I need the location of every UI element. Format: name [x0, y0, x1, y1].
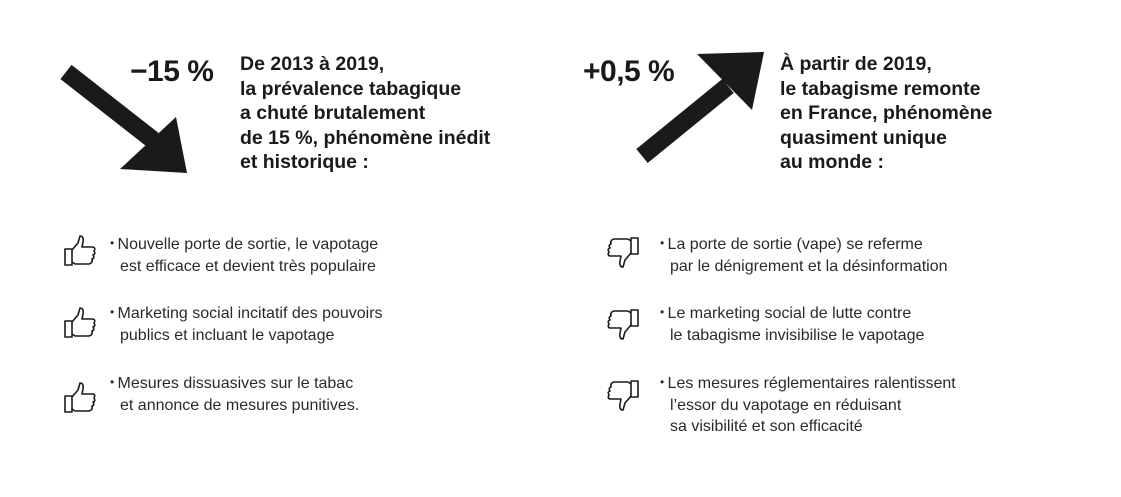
- left-item-3: [62, 380, 98, 416]
- thumbs-up-icon: [62, 305, 98, 341]
- item-line: l’essor du vapotage en réduisant: [670, 397, 902, 414]
- item-line: est efficace et devient très populaire: [120, 258, 376, 275]
- thumbs-down-icon: [605, 306, 641, 342]
- item-line: et annonce de mesures punitives.: [120, 397, 360, 414]
- item-line: • Le marketing social de lutte contre: [660, 303, 924, 325]
- heading-line: quasiment unique: [780, 126, 947, 149]
- heading-line: au monde :: [780, 151, 885, 173]
- right-item-1-text: [660, 234, 948, 277]
- heading-line: en France, phénomène: [780, 102, 993, 124]
- increase-stat: +0,5 %: [583, 55, 675, 88]
- right-item-3: [605, 377, 641, 413]
- heading-line: a chuté brutalement: [240, 102, 426, 124]
- heading-line: la prévalence tabagique: [240, 77, 462, 100]
- right-item-1: [605, 234, 641, 270]
- left-item-3-text: [110, 373, 359, 416]
- arrow-up-right-icon: [630, 46, 770, 168]
- left-item-1: [62, 233, 98, 269]
- item-line: • Marketing social incitatif des pouvoirs: [110, 303, 383, 325]
- heading-line: de 15 %, phénomène inédit: [240, 126, 491, 149]
- thumbs-up-icon: [62, 380, 98, 416]
- right-item-2: [605, 306, 641, 342]
- item-line: le tabagisme invisibilise le vapotage: [670, 327, 925, 344]
- thumbs-up-icon: [62, 233, 98, 269]
- left-heading: [240, 52, 490, 175]
- left-item-2-text: [110, 303, 383, 346]
- item-line: sa visibilité et son efficacité: [670, 418, 863, 435]
- thumbs-down-icon: [605, 377, 641, 413]
- item-line: • Les mesures réglementaires ralentissent: [660, 373, 956, 395]
- left-item-1-text: [110, 234, 378, 277]
- heading-line: De 2013 à 2019,: [240, 53, 385, 75]
- item-line: • La porte de sortie (vape) se referme: [660, 234, 948, 256]
- decline-stat: −15 %: [130, 55, 214, 88]
- right-item-3-text: [660, 373, 956, 437]
- heading-line: et historique :: [240, 151, 369, 173]
- right-heading: [780, 52, 992, 175]
- item-line: • Mesures dissuasives sur le tabac: [110, 373, 359, 395]
- item-line: • Nouvelle porte de sortie, le vapotage: [110, 234, 378, 256]
- heading-line: À partir de 2019,: [780, 53, 932, 75]
- heading-line: le tabagisme remonte: [780, 77, 981, 100]
- item-line: par le dénigrement et la désinformation: [670, 258, 948, 275]
- right-item-2-text: [660, 303, 924, 346]
- item-line: publics et incluant le vapotage: [120, 327, 335, 344]
- left-item-2: [62, 305, 98, 341]
- thumbs-down-icon: [605, 234, 641, 270]
